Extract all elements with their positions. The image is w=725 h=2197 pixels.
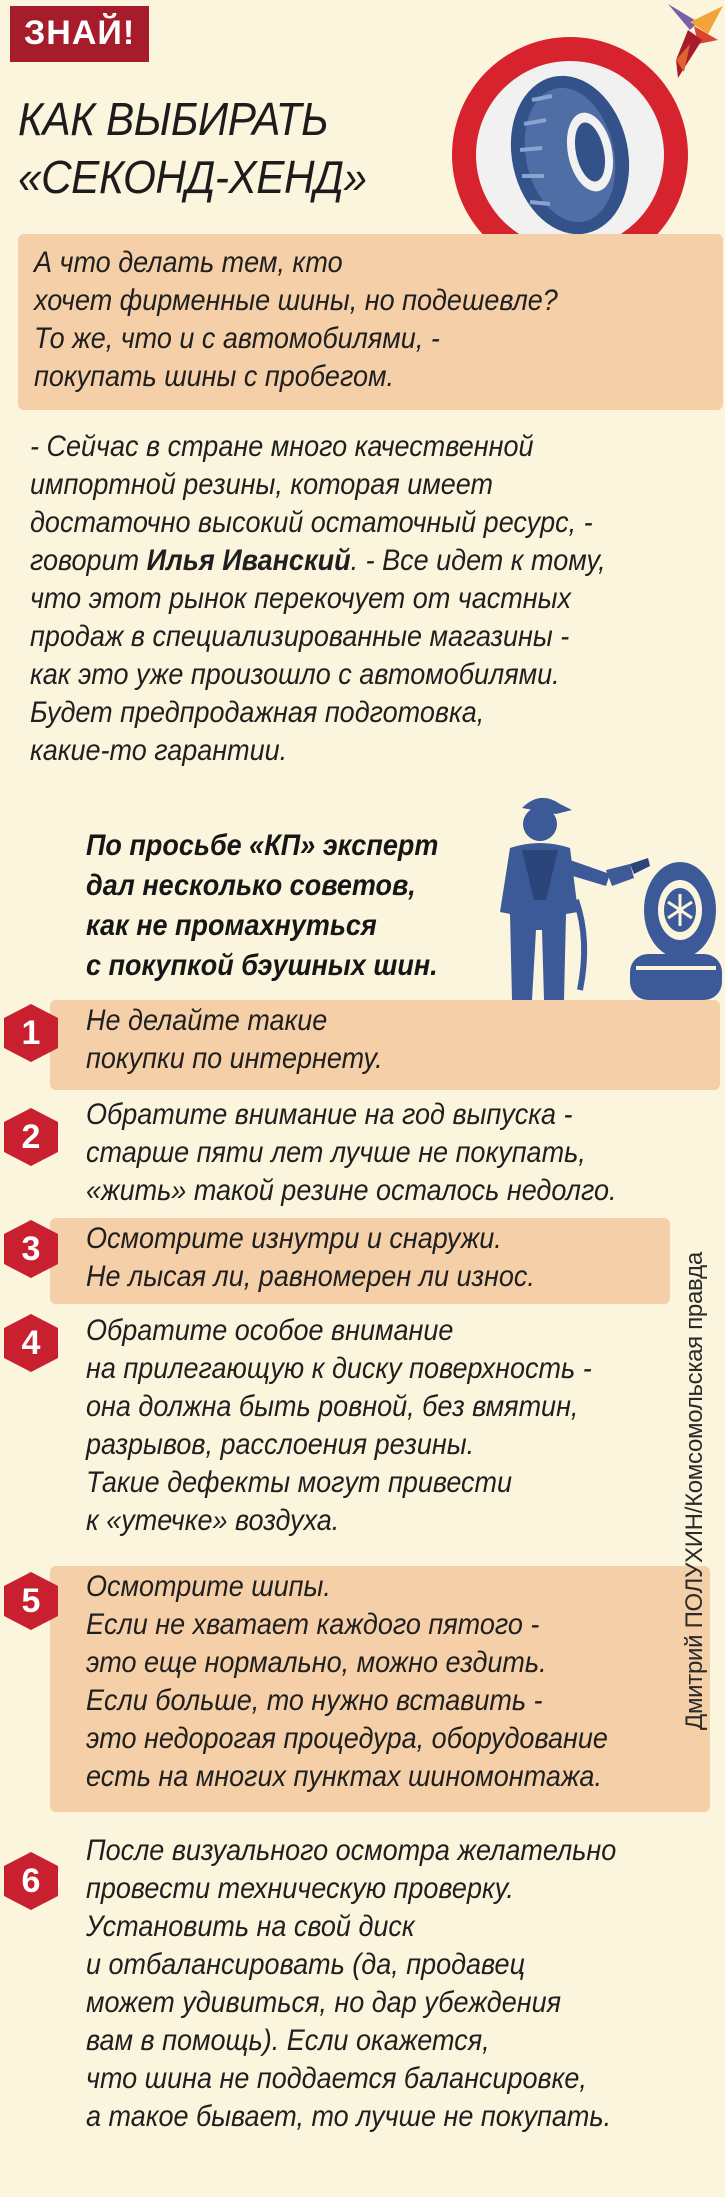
tip-line: старше пяти лет лучше не покупать, xyxy=(86,1136,586,1169)
lead-line: А что делать тем, кто xyxy=(34,246,343,279)
quote-line: достаточно высокий остаточный ресурс, - xyxy=(30,506,593,539)
tip-text xyxy=(86,1096,617,1210)
tip-line: Такие дефекты могут привести xyxy=(86,1466,513,1499)
tip-item xyxy=(0,1094,700,1214)
tip-line: «жить» такой резине осталось недолго. xyxy=(86,1174,617,1207)
tip-line: а такое бывает, то лучше не покупать. xyxy=(86,2100,612,2133)
tip-text xyxy=(86,1312,592,1540)
tip-text xyxy=(86,1832,616,2136)
tip-line: и отбалансировать (да, продавец xyxy=(86,1948,526,1981)
tip-line: это еще нормально, можно ездить. xyxy=(86,1646,547,1679)
tip-item xyxy=(0,1566,700,1812)
intro-line: как не промахнуться xyxy=(86,909,377,942)
tip-line: Обратите внимание на год выпуска - xyxy=(86,1098,573,1131)
tip-line: к «утечке» воздуха. xyxy=(86,1504,340,1537)
tip-item xyxy=(0,1830,700,2150)
title-line: КАК ВЫБИРАТЬ xyxy=(18,93,329,145)
tip-number: 6 xyxy=(21,1862,41,1900)
tip-line: Осмотрите изнутри и снаружи. xyxy=(86,1222,502,1255)
tip-line: это недорогая процедура, оборудование xyxy=(86,1722,608,1755)
know-badge: ЗНАЙ! xyxy=(10,6,149,62)
tip-number: 4 xyxy=(21,1324,41,1362)
hexagon-number-icon xyxy=(4,1314,58,1372)
tip-item xyxy=(0,1310,700,1546)
tip-text xyxy=(86,1568,608,1796)
expert-quote xyxy=(30,428,606,770)
tip-line: Если больше, то нужно вставить - xyxy=(86,1684,543,1717)
tip-line: может удивиться, но дар убеждения xyxy=(86,1986,562,2019)
tip-line: Осмотрите шипы. xyxy=(86,1570,331,1603)
tip-line: Не лысая ли, равномерен ли износ. xyxy=(86,1260,535,1293)
tip-number: 1 xyxy=(21,1014,41,1052)
hexagon-number-icon xyxy=(4,1004,58,1062)
intro-line: дал несколько советов, xyxy=(86,869,416,902)
lead-text xyxy=(34,244,558,396)
tip-line: Обратите особое внимание xyxy=(86,1314,454,1347)
hexagon-number-icon xyxy=(4,1108,58,1166)
quote-suffix: . - Все идет к тому, xyxy=(350,544,606,577)
tip-text xyxy=(86,1002,383,1078)
lead-block xyxy=(18,234,723,410)
tip-line: она должна быть ровной, без вмятин, xyxy=(86,1390,579,1423)
quote-line: что этот рынок перекочует от частных xyxy=(30,582,572,615)
quote-line: как это уже произошло с автомобилями. xyxy=(30,658,560,691)
mechanic-worker-icon xyxy=(480,790,725,1005)
photo-credit: Дмитрий ПОЛУХИН/Комсомольская правда xyxy=(681,1252,708,1730)
tip-number: 5 xyxy=(21,1582,41,1620)
tip-line: есть на многих пунктах шиномонтажа. xyxy=(86,1760,602,1793)
tip-line: покупки по интернету. xyxy=(86,1042,383,1075)
tip-line: разрывов, расслоения резины. xyxy=(86,1428,475,1461)
tip-line: провести техническую проверку. xyxy=(86,1872,514,1905)
tip-line: Установить на свой диск xyxy=(86,1910,415,1943)
hexagon-number-icon xyxy=(4,1852,58,1910)
tip-text xyxy=(86,1220,535,1296)
lead-line: покупать шины с пробегом. xyxy=(34,360,394,393)
tip-item xyxy=(0,1000,700,1090)
quote-line xyxy=(30,542,606,580)
article-title xyxy=(18,90,367,206)
hexagon-number-icon xyxy=(4,1220,58,1278)
lead-line: хочет фирменные шины, но подешевле? xyxy=(34,284,558,317)
quote-line: Будет предпродажная подготовка, xyxy=(30,696,485,729)
quote-line: какие-то гарантии. xyxy=(30,734,288,767)
tip-line: что шина не поддается балансировке, xyxy=(86,2062,587,2095)
tip-line: Если не хватает каждого пятого - xyxy=(86,1608,540,1641)
quote-line: - Сейчас в стране много качественной xyxy=(30,430,534,463)
hexagon-number-icon xyxy=(4,1572,58,1630)
intro-line: с покупкой бэушных шин. xyxy=(86,949,438,982)
intro-line: По просьбе «КП» эксперт xyxy=(86,829,439,862)
tip-item xyxy=(0,1218,700,1304)
quote-line: продаж в специализированные магазины - xyxy=(30,620,570,653)
title-line: «СЕКОНД-ХЕНД» xyxy=(18,151,367,203)
tip-line: Не делайте такие xyxy=(86,1004,328,1037)
tip-line: После визуального осмотра желательно xyxy=(86,1834,617,1867)
tip-number: 3 xyxy=(21,1230,41,1268)
tip-line: на прилегающую к диску поверхность - xyxy=(86,1352,592,1385)
lead-line: То же, что и с автомобилями, - xyxy=(34,322,440,355)
tips-intro xyxy=(86,826,438,986)
quote-prefix: говорит xyxy=(30,544,147,577)
quote-line: импортной резины, которая имеет xyxy=(30,468,494,501)
tip-line: вам в помощь). Если окажется, xyxy=(86,2024,490,2057)
expert-name: Илья Иванский xyxy=(146,544,351,577)
tip-number: 2 xyxy=(21,1118,41,1156)
